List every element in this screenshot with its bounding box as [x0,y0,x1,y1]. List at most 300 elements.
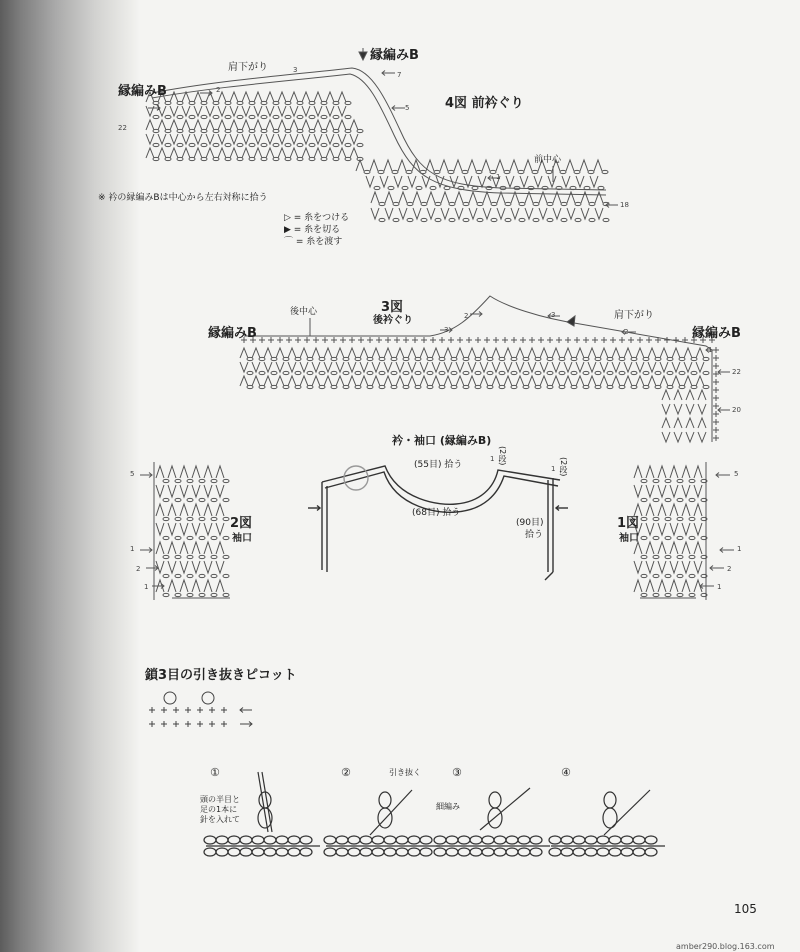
chain-stitch-mark [439,385,445,388]
chain-stitch-mark [165,143,171,146]
dc-cluster-mark [662,432,670,442]
chain-stitch-mark [297,143,303,146]
legend-cut: ▶ = 糸を切る [284,225,341,235]
chain-stitch-mark [547,202,553,205]
chain-stitch-mark [153,115,159,118]
chain-stitch-mark [475,357,481,360]
fig1-row-2: 2 [727,565,732,573]
dc-fan-mark [648,348,656,358]
fabric-stitch [288,848,300,856]
chain-stitch-mark [201,129,207,132]
dc-fan-mark [158,148,166,158]
fig4-title: 4図 前衿ぐり [445,96,524,111]
dc-fan-mark [336,376,344,386]
dc-cluster-mark [218,106,226,116]
chain-stitch-mark [357,129,363,132]
chain-stitch-mark [665,555,671,558]
dc-fan-mark [504,348,512,358]
dc-cluster-mark [646,523,654,535]
dc-fan-mark [646,504,654,516]
fig1-chart [634,462,734,600]
sleeve-curve [545,572,553,580]
fabric-stitch [252,836,264,844]
fig2-row-1b: 1 [144,583,149,591]
dc-fan-mark [290,148,298,158]
dc-fan-mark [564,376,572,386]
dc-cluster-mark [624,362,632,372]
chain-stitch-mark [223,536,229,539]
fabric-stitch [597,836,609,844]
schematic-sleeve-rows: (2段) [559,457,568,477]
chain-stitch-mark [487,357,493,360]
chain-stitch-mark [273,143,279,146]
chain-stitch-mark [655,385,661,388]
dc-cluster-mark [168,485,176,497]
fabric-stitch [621,836,633,844]
dc-fan-mark [336,348,344,358]
dc-fan-mark [612,348,620,358]
chain-stitch-mark [653,479,659,482]
dc-fan-mark [468,160,476,171]
chain-stitch-mark [285,115,291,118]
chain-stitch-mark [677,593,683,596]
chain-stitch-mark [177,115,183,118]
chain-stitch-mark [177,143,183,146]
fabric-stitch [573,848,585,856]
step-1-number: ① [210,766,220,779]
dc-cluster-mark [576,362,584,372]
dc-fan-mark [634,466,642,478]
dc-cluster-mark [242,106,250,116]
chain-stitch-mark [153,143,159,146]
chain-stitch-mark [187,574,193,577]
chain-stitch-mark [427,371,433,374]
dc-cluster-mark [312,362,320,372]
dc-fan-mark [170,92,178,102]
chain-stitch-mark [435,202,441,205]
dc-fan-mark [594,160,602,171]
dc-cluster-mark [366,176,374,187]
chain-stitch-mark [463,202,469,205]
chain-stitch-mark [523,371,529,374]
dc-cluster-mark [658,523,666,535]
chain-stitch-mark [343,371,349,374]
chain-stitch-mark [177,101,183,104]
dc-fan-mark [290,120,298,130]
chain-stitch-mark [677,536,683,539]
dc-fan-mark [670,580,678,592]
dc-fan-mark [658,542,666,554]
chain-stitch-mark [285,129,291,132]
dc-fan-mark [252,376,260,386]
fabric-stitch [446,836,458,844]
dc-cluster-mark [468,362,476,372]
join-marker-head [359,52,367,60]
chain-stitch-mark [653,574,659,577]
dc-cluster-mark [504,362,512,372]
dc-cluster-mark [516,362,524,372]
chain-stitch-mark [379,385,385,388]
fabric-stitch [300,848,312,856]
dc-cluster-mark [348,362,356,372]
dc-cluster-mark [552,362,560,372]
chain-stitch-mark [665,498,671,501]
dc-cluster-mark [674,404,682,414]
dc-fan-mark [146,148,154,158]
chain-stitch-mark [271,371,277,374]
dc-fan-mark [420,348,428,358]
dc-cluster-mark [180,523,188,535]
chain-stitch-mark [602,170,608,173]
chain-stitch-mark [237,101,243,104]
dc-cluster-mark [694,561,702,573]
chain-stitch-mark [583,385,589,388]
chain-stitch-mark [343,385,349,388]
chain-stitch-mark [309,129,315,132]
chain-stitch-mark [163,555,169,558]
chain-stitch-mark [319,371,325,374]
chain-stitch-mark [677,479,683,482]
chain-stitch-mark [667,371,673,374]
chain-stitch-mark [247,385,253,388]
chain-stitch-mark [225,115,231,118]
dc-cluster-mark [338,134,346,144]
dc-cluster-mark [511,208,519,219]
dc-cluster-mark [230,134,238,144]
chain-stitch-mark [415,385,421,388]
crochet-hook [604,790,650,835]
chain-stitch-mark [319,385,325,388]
dc-fan-mark [276,376,284,386]
fabric-stitch [324,848,336,856]
dc-fan-mark [356,160,364,171]
dc-cluster-mark [371,208,379,219]
dc-fan-mark [288,376,296,386]
dc-fan-mark [469,192,477,203]
chain-stitch-mark [574,170,580,173]
dc-fan-mark [524,160,532,171]
chain-stitch-mark [487,385,493,388]
chain-stitch-mark [321,115,327,118]
dc-fan-mark [182,148,190,158]
chain-stitch-mark [175,593,181,596]
chain-stitch-mark [283,385,289,388]
fabric-stitch [384,848,396,856]
chain-stitch-mark [189,157,195,160]
chain-stitch-mark [559,385,565,388]
dc-fan-mark [326,120,334,130]
chain-stitch-mark [703,357,709,360]
dc-fan-mark [492,376,500,386]
chain-stitch-mark [491,202,497,205]
dc-fan-mark [646,542,654,554]
fabric-stitch [408,836,420,844]
dc-cluster-mark [302,134,310,144]
dc-fan-mark [576,348,584,358]
dc-cluster-mark [338,106,346,116]
chain-stitch-mark [247,371,253,374]
chain-stitch-mark [285,143,291,146]
dc-fan-mark [496,160,504,171]
fig3-chart [240,296,730,442]
chain-stitch-mark [689,593,695,596]
chain-stitch-mark [519,202,525,205]
dc-fan-mark [206,120,214,130]
chain-stitch-mark [309,115,315,118]
dc-fan-mark [396,376,404,386]
dc-cluster-mark [634,485,642,497]
chain-stitch-mark [451,371,457,374]
dc-fan-mark [182,120,190,130]
fabric-stitch [408,848,420,856]
dc-fan-mark [576,376,584,386]
chain-stitch-mark [603,218,609,221]
fabric-stitch [228,848,240,856]
chain-stitch-mark [665,574,671,577]
dc-fan-mark [170,120,178,130]
dc-cluster-mark [230,106,238,116]
dc-cluster-mark [567,208,575,219]
chain-stitch-mark [504,170,510,173]
dc-cluster-mark [432,362,440,372]
dc-cluster-mark [399,208,407,219]
chain-stitch-mark [273,115,279,118]
dc-fan-mark [456,376,464,386]
chain-stitch-mark [575,218,581,221]
fabric-stitch [372,848,384,856]
dc-fan-mark [516,348,524,358]
chain-stitch-mark [307,371,313,374]
chain-stitch-mark [225,101,231,104]
dc-cluster-mark [408,176,416,187]
dc-cluster-mark [553,208,561,219]
dc-fan-mark [350,120,358,130]
chain-stitch-mark [689,479,695,482]
schematic-neck-top: (55目) 拾う [414,460,463,470]
chain-stitch-mark [223,479,229,482]
dc-fan-mark [254,148,262,158]
chain-stitch-mark [319,357,325,360]
chain-stitch-mark [406,170,412,173]
fig3-row-3: 3 [551,311,556,319]
dc-fan-mark [670,466,678,478]
chain-stitch-mark [307,357,313,360]
chain-stitch-mark [451,357,457,360]
chain-stitch-mark [163,593,169,596]
dc-cluster-mark [156,485,164,497]
dc-fan-mark [204,466,212,478]
dc-cluster-mark [204,485,212,497]
chain-stitch-mark [679,371,685,374]
dc-fan-mark [192,580,200,592]
chain-stitch-mark [641,479,647,482]
chain-stitch-mark [499,357,505,360]
dc-fan-mark [168,466,176,478]
fabric-stitch [518,836,530,844]
dc-fan-mark [168,580,176,592]
fabric-stitch [228,836,240,844]
dc-cluster-mark [682,485,690,497]
chain-stitch-mark [689,574,695,577]
chain-stitch-mark [631,371,637,374]
fig3-row-2: 2 [624,328,629,336]
dc-cluster-mark [648,362,656,372]
dc-cluster-mark [216,561,224,573]
dc-fan-mark [371,192,379,203]
fabric-stitch [434,848,446,856]
chain-stitch-mark [415,371,421,374]
fabric-stitch [204,836,216,844]
chain-stitch-mark [463,385,469,388]
chain-stitch-mark [691,371,697,374]
dc-cluster-mark [670,523,678,535]
fabric-stitch [336,848,348,856]
chain-stitch-mark [367,371,373,374]
dc-fan-mark [168,504,176,516]
dc-fan-mark [146,120,154,130]
dc-cluster-mark [540,362,548,372]
dc-fan-mark [528,376,536,386]
picot-step-illustrations [204,772,665,856]
dc-fan-mark [420,376,428,386]
dc-fan-mark [252,348,260,358]
dc-cluster-mark [156,523,164,535]
dc-fan-mark [156,466,164,478]
dc-cluster-mark [674,432,682,442]
dc-cluster-mark [266,106,274,116]
chain-stitch-mark [201,101,207,104]
chain-stitch-mark [448,170,454,173]
chain-stitch-mark [451,385,457,388]
chain-stitch-mark [237,157,243,160]
dc-cluster-mark [694,523,702,535]
chain-stitch-mark [665,536,671,539]
dc-fan-mark [170,148,178,158]
chain-stitch-mark [619,357,625,360]
chain-stitch-mark [667,357,673,360]
fabric-stitch [288,836,300,844]
chain-stitch-mark [223,517,229,520]
chain-stitch-mark [665,517,671,520]
chain-stitch-mark [295,371,301,374]
dc-fan-mark [276,348,284,358]
dc-fan-mark [682,580,690,592]
chain-stitch-mark [249,157,255,160]
fabric-stitch [434,836,446,844]
chain-stitch-mark [297,129,303,132]
fabric-stitch [360,848,372,856]
dc-cluster-mark [686,432,694,442]
dc-fan-mark [266,92,274,102]
dc-fan-mark [230,120,238,130]
chain-stitch-mark [199,555,205,558]
dc-fan-mark [686,418,694,428]
step-2-number: ② [341,766,351,779]
dc-fan-mark [674,390,682,400]
dc-fan-mark [300,376,308,386]
chain-stitch-mark [211,593,217,596]
dc-cluster-mark [204,561,212,573]
fig2-chart [140,462,230,600]
chain-stitch-mark [402,186,408,189]
chain-stitch-mark [653,517,659,520]
fig1-title: 1図 [617,516,640,531]
dc-cluster-mark [254,106,262,116]
dc-fan-mark [360,348,368,358]
chain-stitch-mark [665,593,671,596]
dc-cluster-mark [636,362,644,372]
chain-stitch-mark [415,357,421,360]
chain-stitch-mark [547,357,553,360]
dc-fan-mark [290,92,298,102]
dc-fan-mark [504,376,512,386]
dc-cluster-mark [686,404,694,414]
fabric-stitch [609,836,621,844]
chain-stitch-mark [225,129,231,132]
dc-cluster-mark [539,208,547,219]
dc-fan-mark [156,504,164,516]
chain-stitch-mark [595,371,601,374]
chain-stitch-mark [223,555,229,558]
chain-stitch-mark [691,357,697,360]
chain-stitch-mark [655,357,661,360]
dc-cluster-mark [158,134,166,144]
dc-fan-mark [408,376,416,386]
dc-fan-mark [432,348,440,358]
dc-cluster-mark [408,362,416,372]
schematic-neck-bottom: (68目) 拾う [412,508,461,518]
chain-stitch-mark [575,202,581,205]
chain-stitch-mark [589,202,595,205]
chain-stitch-mark [439,357,445,360]
neckline-outline [322,466,560,504]
dc-fan-mark [204,580,212,592]
chain-stitch-mark [201,143,207,146]
fabric-stitch [384,836,396,844]
fig2-subtitle: 袖口 [232,533,252,544]
symmetry-note: ※ 衿の縁編みBは中心から左右対称に拾う [98,193,268,203]
dc-fan-mark [658,504,666,516]
chain-stitch-mark [175,555,181,558]
dc-cluster-mark [216,485,224,497]
chain-stitch-mark [463,218,469,221]
chain-stitch-mark [477,202,483,205]
chain-stitch-mark [345,157,351,160]
chain-stitch-mark [211,498,217,501]
dc-cluster-mark [492,362,500,372]
chain-stitch-mark [187,536,193,539]
chain-stitch-mark [321,129,327,132]
schematic-sleeve-rows-num: 1 [551,465,556,473]
fabric-stitch [396,836,408,844]
dc-fan-mark [192,466,200,478]
dc-fan-mark [662,418,670,428]
dc-fan-mark [698,390,706,400]
chain-stitch-mark [177,157,183,160]
dc-fan-mark [242,92,250,102]
step-4-number: ④ [561,766,571,779]
fabric-stitch [264,836,276,844]
dc-cluster-mark [682,523,690,535]
fig4-row-2: 2 [216,86,221,94]
chain-stitch-mark [201,157,207,160]
chain-stitch-mark [211,555,217,558]
dc-cluster-mark [520,176,528,187]
chain-stitch-mark [427,385,433,388]
dc-cluster-mark [168,561,176,573]
dc-fan-mark [497,192,505,203]
dc-fan-mark [413,192,421,203]
